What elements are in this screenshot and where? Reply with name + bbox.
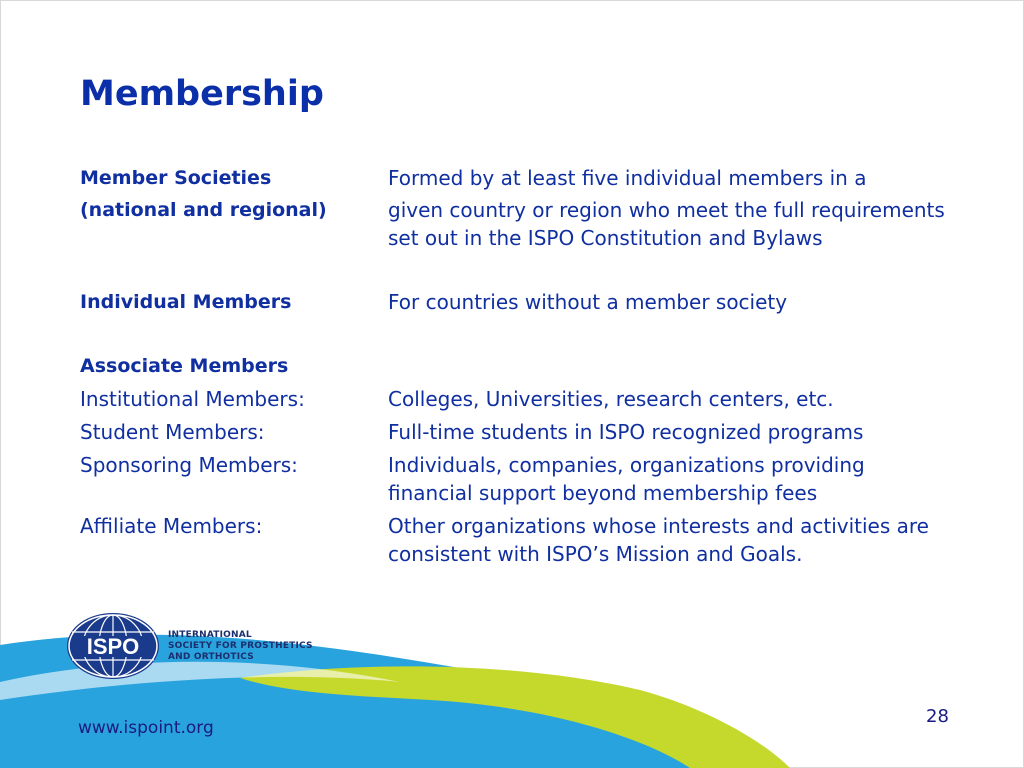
org-name-line: INTERNATIONAL [168, 630, 252, 640]
globe-logo-icon [66, 612, 162, 680]
associate-item-label: Sponsoring Members: [80, 453, 298, 477]
individual-members-label: Individual Members [80, 291, 292, 313]
logo-text: ISPO [86, 634, 140, 659]
ispo-logo [66, 612, 162, 684]
membership-content [80, 164, 960, 568]
associate-item [80, 512, 960, 568]
associate-members-heading: Associate Members [80, 355, 289, 377]
associate-item [80, 385, 960, 413]
associate-item-label: Institutional Members: [80, 387, 305, 411]
member-societies-label: Member Societies [80, 167, 272, 189]
member-societies-desc-line1: Formed by at least five individual members in a [388, 166, 867, 190]
individual-members-row [80, 288, 960, 316]
org-name-line: SOCIETY FOR PROSTHETICS [168, 641, 313, 651]
associate-item-label: Affiliate Members: [80, 514, 263, 538]
website-link[interactable]: www.ispoint.org [78, 718, 214, 738]
associate-item-desc: Individuals, companies, organizations providing financial support beyond membership fees [388, 453, 865, 505]
associate-item-desc: Colleges, Universities, research centers, etc. [388, 387, 834, 411]
associate-item-desc: Full-time students in ISPO recognized programs [388, 420, 864, 444]
associate-item [80, 418, 960, 446]
member-societies-row [80, 164, 960, 192]
member-societies-row-2 [80, 196, 960, 252]
associate-members-heading-row [80, 352, 960, 380]
individual-members-desc: For countries without a member society [388, 290, 788, 314]
associate-item-desc: Other organizations whose interests and activities are consistent with ISPO’s Mission and Goals. [388, 514, 929, 566]
page-title: Membership [80, 74, 324, 114]
associate-item-label: Student Members: [80, 420, 265, 444]
org-name [168, 630, 313, 663]
associate-item [80, 451, 960, 507]
org-name-line: AND ORTHOTICS [168, 652, 254, 662]
page-number: 28 [926, 706, 949, 727]
member-societies-sublabel: (national and regional) [80, 199, 327, 221]
member-societies-desc-rest: given country or region who meet the full requirements set out in the ISPO Constitution and Bylaws [388, 198, 945, 250]
